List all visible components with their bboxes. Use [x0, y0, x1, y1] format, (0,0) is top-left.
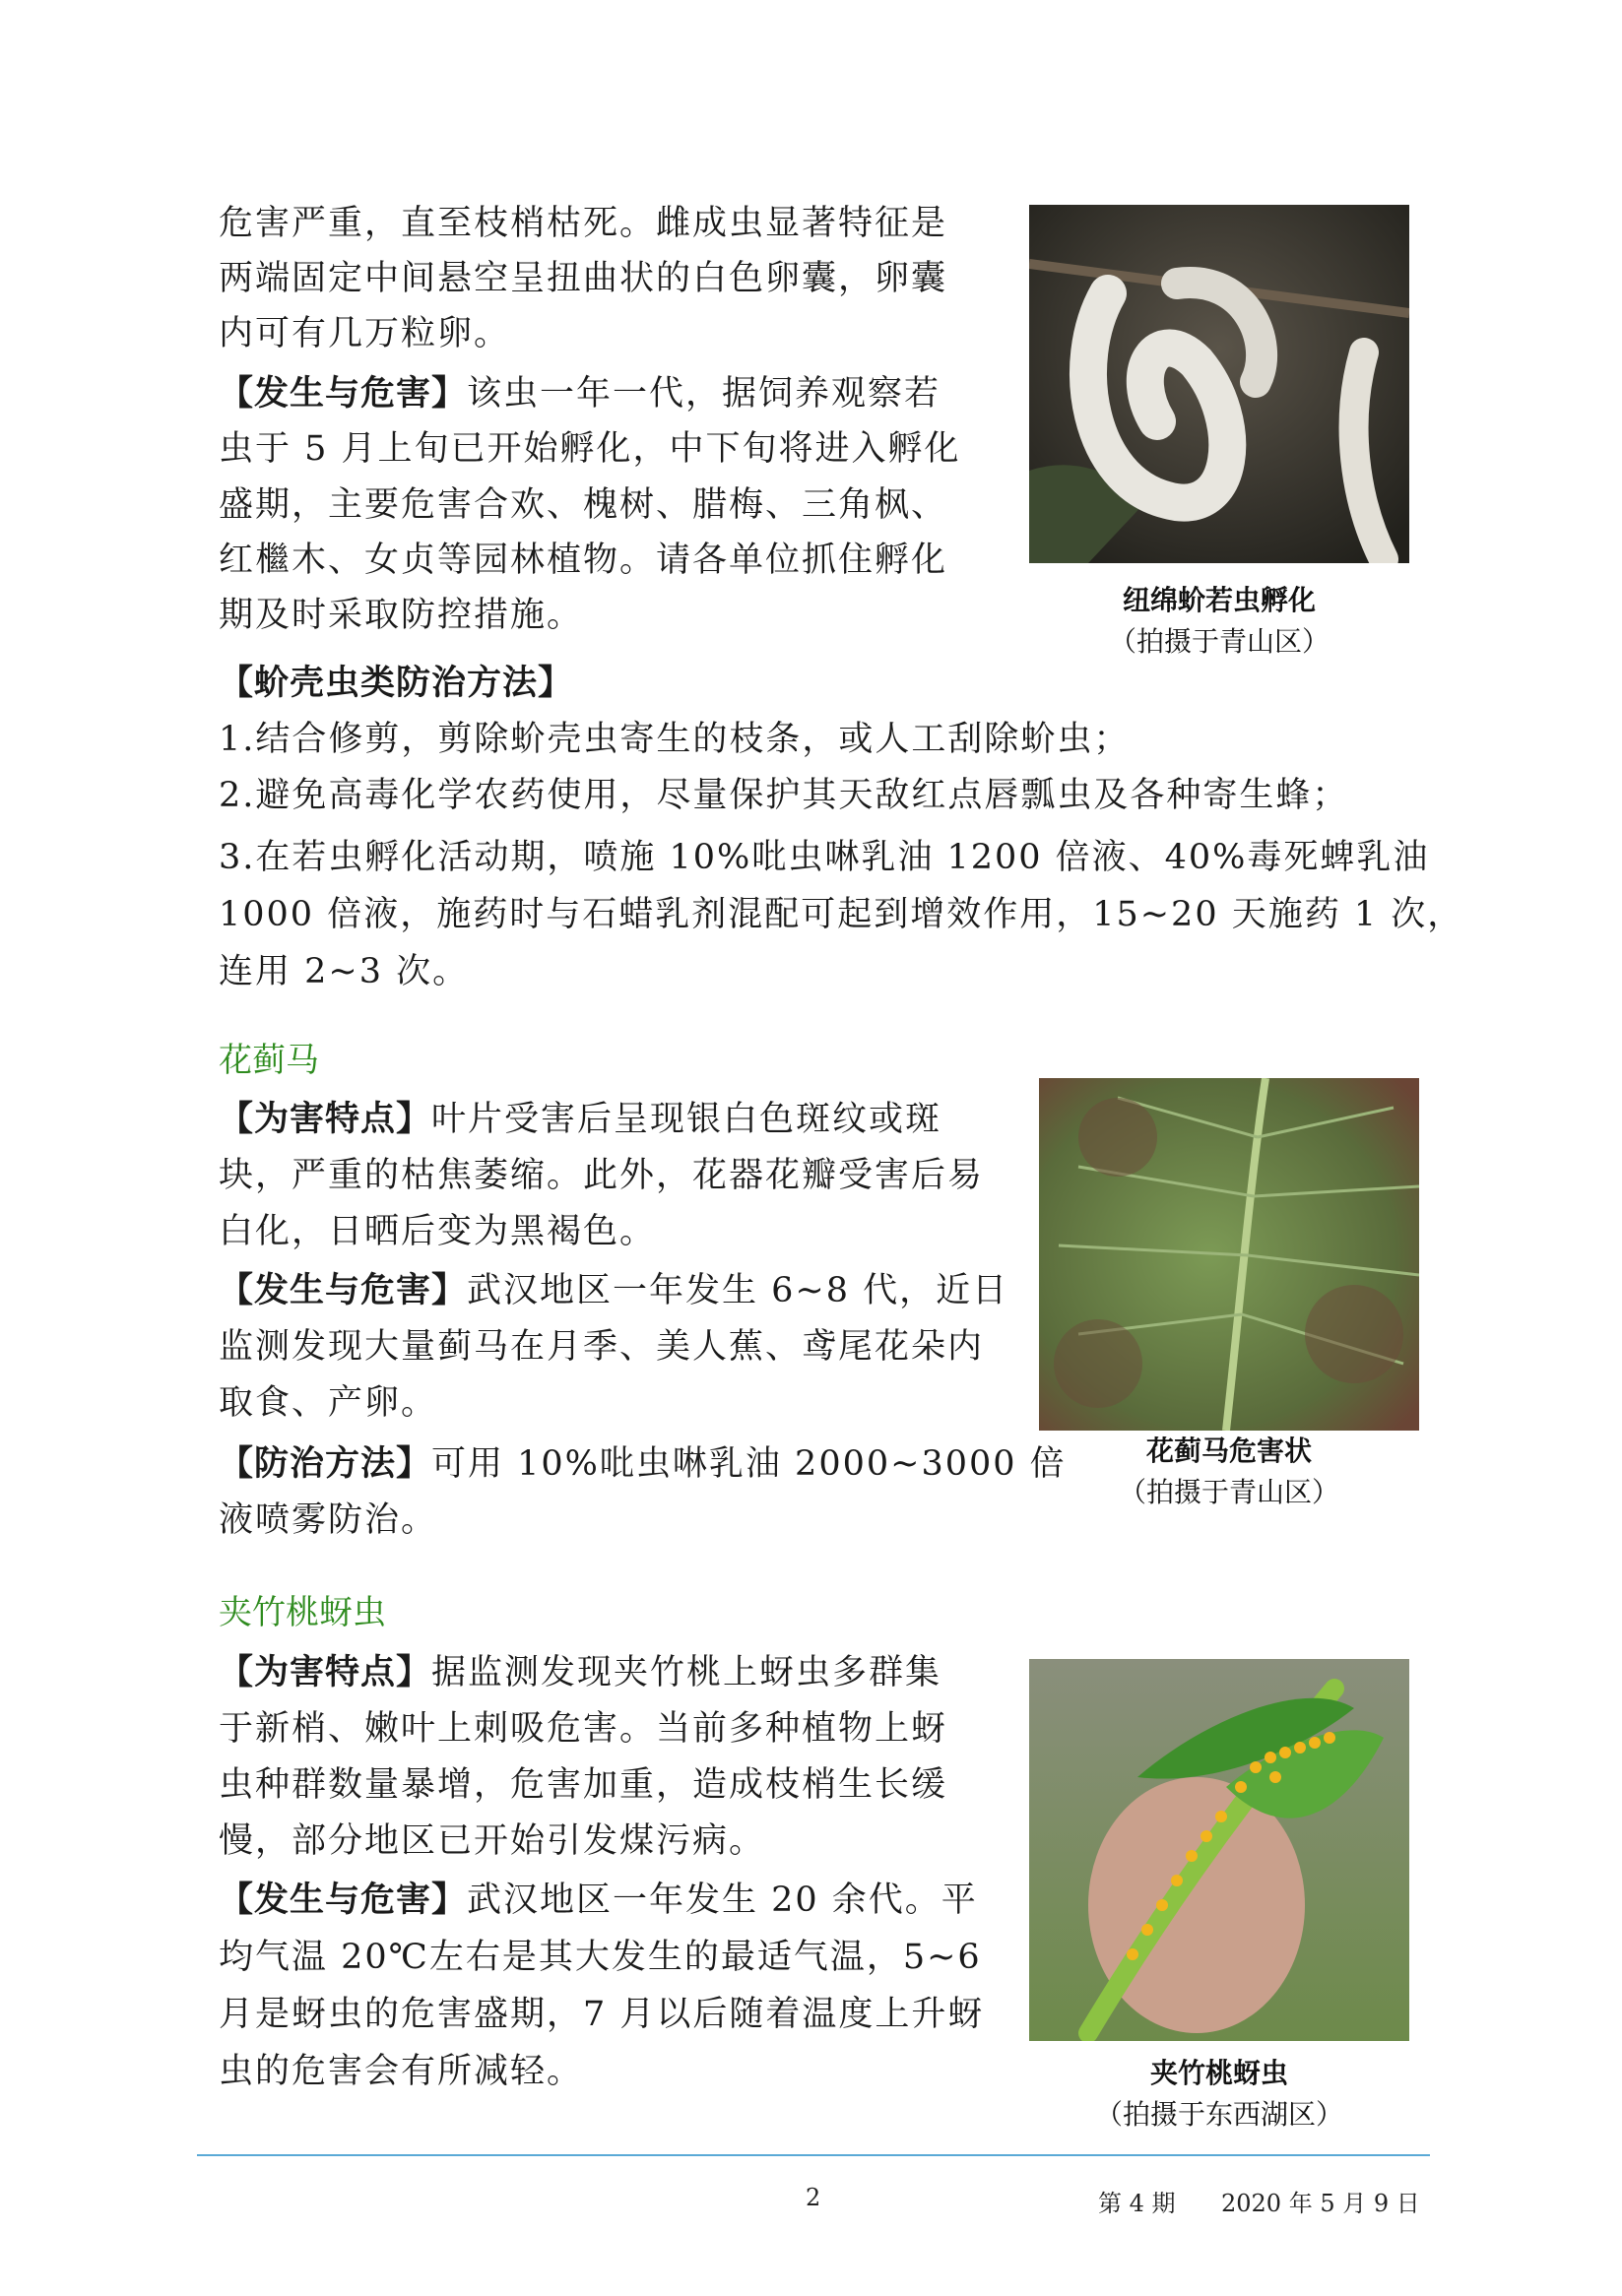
- body-text-line: 红檵木、女贞等园林植物。请各单位抓住孵化: [219, 541, 948, 580]
- photo-caption-location: （拍摄于青山区）: [1118, 1476, 1339, 1508]
- body-text-line: 内可有几万粒卵。: [219, 314, 511, 353]
- body-text-line: 期及时采取防控措施。: [219, 596, 584, 635]
- body-text: 武汉地区一年发生 20 余代。平: [467, 1881, 978, 1920]
- control-item: 1000 倍液，施药时与石蜡乳剂混配可起到增效作用，15~20 天施药 1 次，: [219, 895, 1464, 934]
- harm-label: 【为害特点】: [219, 1653, 432, 1692]
- control-methods-title: 【蚧壳虫类防治方法】: [219, 664, 574, 703]
- body-text-line: 白化，日晒后变为黑褐色。: [219, 1212, 657, 1251]
- body-text-line: 慢，部分地区已开始引发煤污病。: [219, 1821, 766, 1861]
- body-text-line: 液喷雾防治。: [219, 1500, 438, 1540]
- body-text-line: 虫的危害会有所减轻。: [219, 2052, 584, 2091]
- control-item: 1.结合修剪，剪除蚧壳虫寄生的枝条，或人工刮除蚧虫；: [219, 720, 1131, 759]
- photo-egg-sacs: [1029, 205, 1409, 563]
- aphids-image: [1029, 1659, 1409, 2041]
- photo-thrips-damage: [1039, 1078, 1419, 1431]
- issue-date: 2020 年 5 月 9 日: [1221, 2190, 1420, 2217]
- photo-caption: 夹竹桃蚜虫: [1149, 2057, 1288, 2089]
- paragraph-occurrence: [219, 367, 941, 420]
- body-text-line: 均气温 20℃左右是其大发生的最适气温，5~6: [219, 1938, 982, 1977]
- photo-caption: 花蓟马危害状: [1145, 1435, 1312, 1467]
- photo-aphids: [1029, 1659, 1409, 2041]
- body-text-line: 块，严重的枯焦萎缩。此外，花器花瓣受害后易: [219, 1156, 985, 1195]
- section-heading-aphids: 夹竹桃蚜虫: [219, 1593, 386, 1632]
- paragraph-harm: [219, 1093, 941, 1146]
- footer-divider: [197, 2154, 1430, 2156]
- page-number: 2: [806, 2184, 821, 2211]
- issue-number: 第 4 期: [1098, 2190, 1176, 2217]
- body-text-line: 虫种群数量暴增，危害加重，造成枝梢生长缓: [219, 1765, 948, 1805]
- occurrence-label: 【发生与危害】: [219, 1881, 468, 1920]
- body-text: 武汉地区一年发生 6~8 代，近日: [467, 1271, 1009, 1310]
- body-text: 据监测发现夹竹桃上蚜虫多群集: [431, 1653, 942, 1692]
- body-text: 该虫一年一代，据饲养观察若: [467, 374, 941, 414]
- body-text-line: 取食、产卵。: [219, 1383, 438, 1423]
- body-text-line: 两端固定中间悬空呈扭曲状的白色卵囊，卵囊: [219, 259, 948, 298]
- control-item: 连用 2~3 次。: [219, 952, 470, 991]
- body-text: 叶片受害后呈现银白色斑纹或斑: [431, 1100, 942, 1139]
- photo-caption-location: （拍摄于东西湖区）: [1094, 2098, 1343, 2131]
- paragraph-harm: [219, 1646, 941, 1699]
- photo-caption-location: （拍摄于青山区）: [1108, 625, 1330, 658]
- body-text-line: 危害严重，直至枝梢枯死。雌成虫显著特征是: [219, 204, 948, 243]
- control-item: 3.在若虫孵化活动期，喷施 10%吡虫啉乳油 1200 倍液、40%毒死蜱乳油: [219, 838, 1430, 877]
- control-label: 【防治方法】: [219, 1444, 432, 1484]
- body-text-line: 盛期，主要危害合欢、槐树、腊梅、三角枫、: [219, 485, 948, 525]
- control-item: 2.避免高毒化学农药使用，尽量保护其天敌红点唇瓢虫及各种寄生蜂；: [219, 776, 1349, 815]
- egg-sac-image: [1029, 205, 1409, 563]
- section-heading-thrips: 花蓟马: [219, 1041, 319, 1080]
- paragraph-occurrence: [219, 1874, 978, 1927]
- body-text-line: 虫于 5 月上旬已开始孵化，中下旬将进入孵化: [219, 429, 961, 469]
- occurrence-label: 【发生与危害】: [219, 374, 468, 414]
- body-text: 可用 10%吡虫啉乳油 2000~3000 倍: [431, 1444, 1067, 1484]
- harm-label: 【为害特点】: [219, 1100, 432, 1139]
- body-text-line: 监测发现大量蓟马在月季、美人蕉、鸢尾花朵内: [219, 1327, 985, 1367]
- occurrence-label: 【发生与危害】: [219, 1271, 468, 1310]
- paragraph-control: [219, 1437, 1067, 1491]
- body-text-line: 月是蚜虫的危害盛期，7 月以后随着温度上升蚜: [219, 1995, 985, 2034]
- body-text-line: 于新梢、嫩叶上刺吸危害。当前多种植物上蚜: [219, 1709, 948, 1749]
- paragraph-occurrence: [219, 1264, 1008, 1317]
- photo-caption: 纽绵蚧若虫孵化: [1122, 584, 1316, 616]
- leaf-damage-image: [1039, 1078, 1419, 1431]
